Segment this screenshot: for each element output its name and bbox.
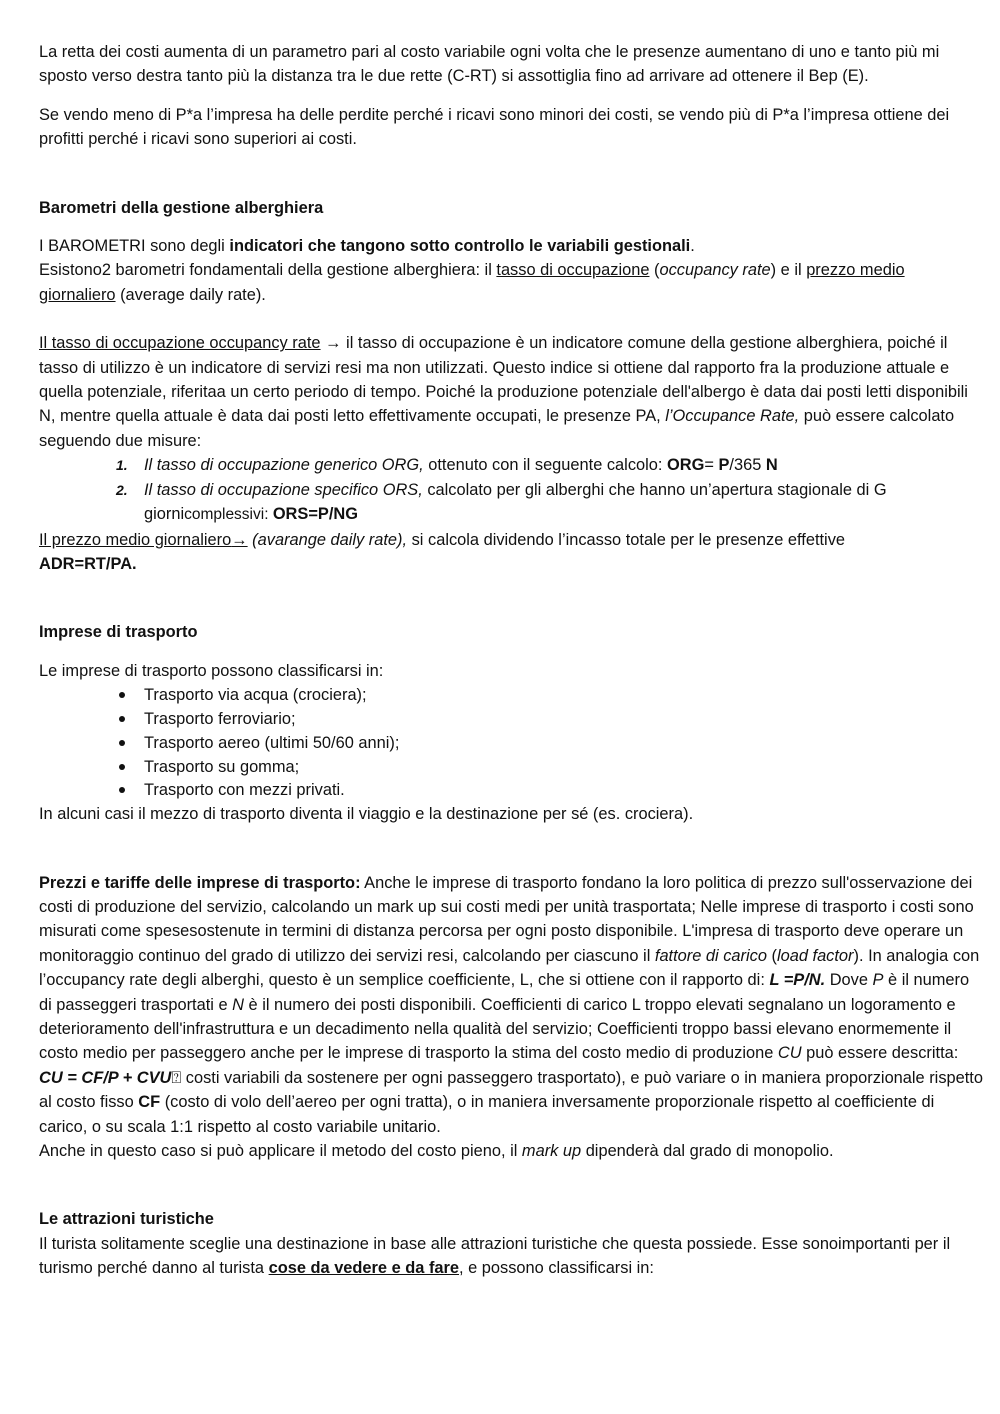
heading-attrazioni: Le attrazioni turistiche: [39, 1210, 214, 1229]
text: ). In analogia con l’occupancy rate degli alberghi, questo è un semplice coefficiente, L, che si ottiene con il rapporto di:: [39, 946, 980, 990]
list-item: Trasporto ferroviario;: [144, 707, 984, 731]
italic-text: N: [232, 995, 244, 1014]
text: calcolato per gli alberghi che hanno un’apertura stagionale di G giorni: [144, 480, 887, 524]
list-item: Trasporto via acqua (crociera);: [144, 683, 984, 707]
heading-barometri: Barometri della gestione alberghiera: [39, 198, 324, 217]
bold-text: Prezzi e tariffe delle imprese di trasporto:: [39, 873, 361, 892]
text: si calcola dividendo l’incasso totale per le presenze effettive: [407, 530, 846, 549]
paragraph-barometri-intro: [39, 234, 984, 258]
paragraph-prezzi-tariffe: [39, 871, 984, 1139]
italic-text: mark up: [521, 1141, 582, 1160]
text: è il numero dei posti disponibili. Coefficienti di carico L troppo elevati segnalano un logoramento e deterioramento dell'infrastruttura e un decadimento nella qualità del servizio; Coefficienti troppo bassi elevano enormemente il costo medio per passeggero anche per le imprese di trasporto la stima del costo medio di produzione: [39, 995, 956, 1063]
text: Il turista solitamente sceglie una destinazione in base alle attrazioni turistiche che questa possiede. Esse sonoimportanti per il turismo perché danno al turista: [39, 1234, 951, 1278]
text: (: [649, 261, 660, 280]
text: Anche le imprese di trasporto fondano la loro politica di prezzo sull'osservazione dei costi di produzione del servizio, calcolando un mark up sui costi medi per unità trasportata; Nelle imprese di trasporto i costi sono misurati come spesesostenute in termini di distanza percorsa per ogni posto disponibile. L'impresa di trasporto deve operare un monitoraggio continuo del grado di utilizzo dei servizi resi, calcolando per ciascuno il: [39, 873, 974, 965]
paragraph-trasporto-outro: In alcuni casi il mezzo di trasporto diventa il viaggio e la destinazione per sé (es. crociera).: [39, 805, 694, 824]
paragraph-barometri-list: [39, 258, 984, 307]
formula: CF: [138, 1093, 161, 1112]
list-item: Trasporto su gomma;: [144, 755, 984, 779]
paragraph-retta-costi: La retta dei costi aumenta di un parametro pari al costo variabile ogni volta che le presenze aumentano di uno e tanto più mi sposto verso destra tanto più la distanza tra le due rette (C-RT) si assottiglia fino ad arrivare ad ottenere il Bep (E).: [39, 43, 940, 86]
bold-underlined-text: cose da vedere e da fare: [268, 1259, 460, 1278]
text: I BAROMETRI sono degli: [39, 237, 230, 256]
document-page: [39, 40, 984, 1281]
paragraph-attrazioni: [39, 1232, 984, 1281]
text: ) e il: [770, 261, 807, 280]
italic-text: (avarange daily rate),: [247, 530, 408, 549]
list-number: 2.: [116, 481, 128, 498]
underlined-text: [39, 531, 248, 549]
formula: CU = CF/P + CVU: [39, 1068, 172, 1087]
text: ⍰ costi variabili da sostenere per ogni passeggero trasportato), e può variare o in maniera proporzionale rispetto al costo fisso: [39, 1068, 983, 1112]
text: complessivi:: [184, 506, 273, 524]
paragraph-perdite-profitti: Se vendo meno di P*a l’impresa ha delle perdite perché i ricavi sono minori dei costi, se vendo più di P*a l’impresa ottiene dei profitti perché i ricavi sono superiori ai costi.: [39, 105, 950, 149]
text: può essere calcolato seguendo due misure:: [39, 407, 955, 450]
text: il tasso di occupazione è un indicatore comune della gestione alberghiera, poiché il tasso di utilizzo è un indicatore di servizi resi ma non utilizzati. Questo indice si ottiene dal rapporto fra la produzione attuale e quella potenziale, riferitaa un certo periodo di tempo. Poiché la produzione potenziale dell'albergo è data dai posti letti disponibili N, mentre quella attuale è data dai posti letto effettivamente occupati, le presenze PA,: [39, 334, 968, 426]
formula-adr: [39, 552, 984, 576]
text: è il numero di passeggeri trasportati e: [39, 971, 970, 1014]
paragraph-prezzo-medio: [39, 528, 984, 552]
formula: P: [718, 456, 730, 475]
list-item: Trasporto aereo (ultimi 50/60 anni);: [144, 731, 984, 755]
list-number: 1.: [116, 457, 128, 474]
italic-text: Il tasso di occupazione generico ORG,: [144, 456, 424, 475]
text: .: [690, 237, 695, 256]
text: può essere descritta:: [801, 1044, 959, 1063]
text: /365: [729, 456, 766, 475]
italic-text: P: [872, 971, 884, 990]
numbered-list-misure: [39, 453, 984, 527]
list-item: Trasporto con mezzi privati.: [144, 778, 984, 802]
text: Anche in questo caso si può applicare il metodo del costo pieno, il: [39, 1141, 522, 1160]
text: , e possono classificarsi in:: [459, 1259, 654, 1278]
text: Esistono2 barometri fondamentali della gestione alberghiera: il: [39, 261, 497, 280]
text: Il prezzo medio giornaliero: [39, 530, 232, 549]
list-item: [116, 453, 984, 477]
text: (average daily rate).: [115, 285, 266, 304]
arrow-right-icon: →: [325, 334, 342, 353]
italic-text: CU: [777, 1044, 802, 1063]
formula: N: [765, 456, 778, 475]
paragraph-tasso-occupazione: [39, 331, 984, 453]
bullet-list-trasporti: [39, 683, 984, 802]
italic-text: l’Occupance Rate,: [665, 407, 800, 426]
text: (costo di volo dell’aereo per ogni tratta), o in maniera inversamente proporzionale rispetto al coefficiente di carico, o su scala 1:1 rispetto al costo variabile unitario.: [39, 1093, 935, 1136]
heading-imprese-trasporto: Imprese di trasporto: [39, 623, 198, 642]
list-item: [116, 478, 984, 528]
formula: ORS=P/NG: [272, 505, 358, 524]
paragraph-trasporto-intro: Le imprese di trasporto possono classificarsi in:: [39, 661, 384, 680]
bold-text: indicatori che tangono sotto controllo le variabili gestionali: [229, 237, 691, 256]
paragraph-costo-pieno: [39, 1139, 984, 1163]
underlined-text: tasso di occupazione: [496, 261, 650, 280]
italic-text: load factor: [776, 946, 854, 965]
italic-text: occupancy rate: [659, 261, 771, 280]
text: (: [766, 946, 777, 965]
formula: ORG: [667, 456, 705, 475]
arrow-right-icon: →: [231, 530, 248, 549]
italic-text: fattore di carico: [654, 946, 767, 965]
text: ottenuto con il seguente calcolo:: [423, 456, 667, 475]
text: =: [704, 456, 719, 475]
underlined-text: Il tasso di occupazione occupancy rate: [39, 334, 321, 353]
underlined-text: prezzo medio giornaliero: [39, 261, 905, 304]
text: Dove: [825, 971, 873, 990]
formula: L =P/N.: [769, 971, 826, 990]
italic-text: Il tasso di occupazione specifico ORS,: [144, 480, 423, 499]
formula: ADR=RT/PA.: [39, 554, 137, 573]
text: dipenderà dal grado di monopolio.: [581, 1141, 834, 1160]
